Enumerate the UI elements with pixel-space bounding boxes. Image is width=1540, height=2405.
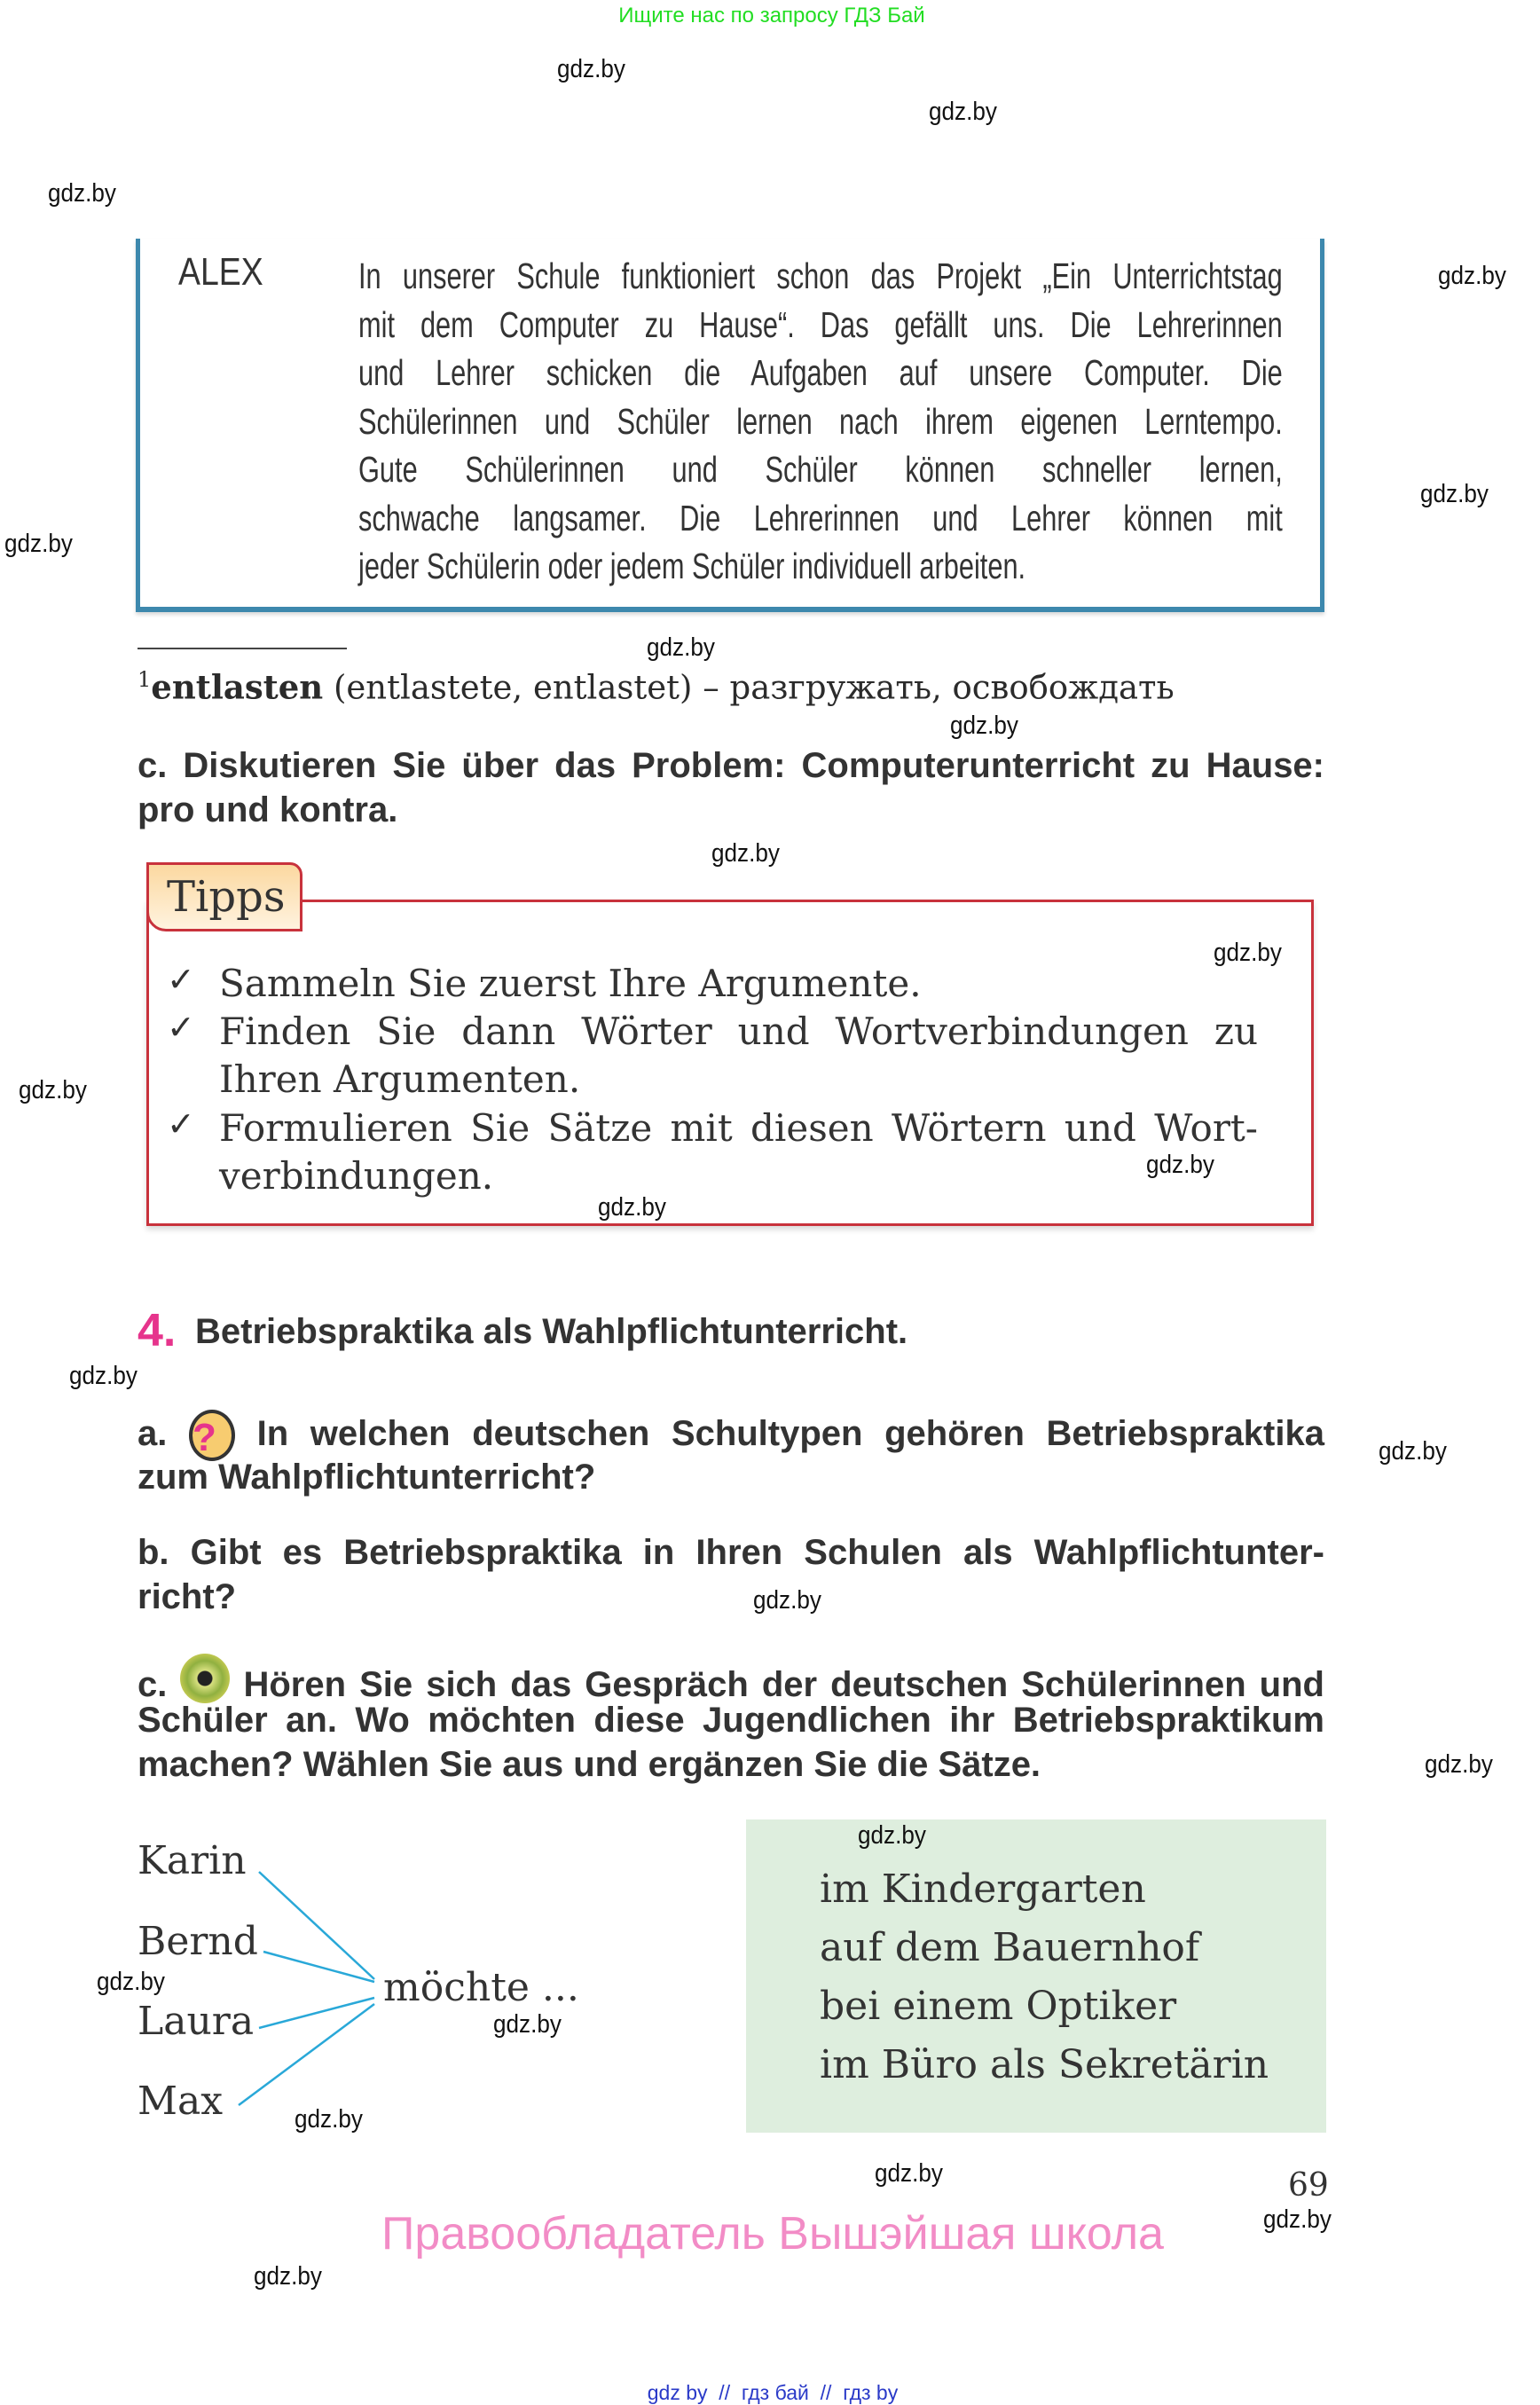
task-c-label: c.	[138, 1665, 168, 1704]
watermark: gdz.by	[598, 1193, 666, 1222]
footnote-translation: (entlastete, entlastet) – разгружать, освобождать	[323, 668, 1175, 707]
watermark: gdz.by	[1379, 1437, 1447, 1466]
connector-line	[259, 1872, 374, 1979]
watermark: gdz.by	[950, 711, 1018, 740]
connector-line	[259, 1998, 374, 2028]
name-max: Max	[138, 2079, 224, 2124]
watermark: gdz.by	[875, 2159, 943, 2188]
name-laura: Laura	[138, 1999, 255, 2044]
watermark: gdz.by	[1420, 480, 1489, 508]
checkmark-icon: ✓	[167, 1104, 195, 1144]
page-number: 69	[1288, 2167, 1329, 2204]
watermark: gdz.by	[1438, 262, 1506, 290]
watermark: gdz.by	[19, 1076, 87, 1104]
watermark: gdz.by	[254, 2262, 322, 2291]
quote-line: In unserer Schule funktioniert schon das Projekt „Ein Unterrichtstag	[358, 255, 1283, 296]
tip-line: Finden Sie dann Wörter und Wortverbindungen zu	[219, 1010, 1258, 1053]
watermark: gdz.by	[295, 2105, 363, 2134]
watermark: gdz.by	[1214, 939, 1282, 967]
quote-line: Schülerinnen und Schüler lernen nach ihrem eigenen Lerntempo.	[358, 401, 1283, 442]
watermark: gdz.by	[4, 530, 73, 558]
exercise-title: Betriebspraktika als Wahlpflichtunterricht.	[195, 1312, 908, 1351]
watermark: gdz.by	[711, 839, 780, 868]
watermark: gdz.by	[1425, 1750, 1493, 1779]
option-item: auf dem Bauernhof	[820, 1925, 1200, 1970]
copyright-notice: Правообладатель Вышэйшая школа	[381, 2208, 1164, 2260]
verb-moechte: möchte ...	[383, 1965, 579, 2010]
option-item: im Kindergarten	[820, 1867, 1146, 1912]
watermark: gdz.by	[48, 179, 116, 208]
task-b-line: richt?	[138, 1577, 237, 1616]
task-c-line: Schüler an. Wo möchten diese Jugendlichen ihr Betriebspraktikum	[138, 1701, 1324, 1740]
quote-line: Gute Schülerinnen und Schüler können schneller lernen,	[358, 449, 1283, 490]
tip-line: Sammeln Sie zuerst Ihre Argumente.	[219, 962, 922, 1005]
quote-line: jeder Schülerin oder jedem Schüler individuell arbeiten.	[358, 546, 1026, 586]
quote-line: mit dem Computer zu Hause“. Das gefällt uns. Die Lehrerinnen	[358, 304, 1283, 345]
question-icon: ?	[189, 1410, 235, 1461]
task-a-line: zum Wahlpflichtunterricht?	[138, 1458, 596, 1497]
watermark: gdz.by	[97, 1968, 165, 1996]
task-a-label: a.	[138, 1414, 168, 1453]
connector-line	[239, 2004, 374, 2105]
connector-line	[263, 1952, 374, 1982]
tips-title: Tipps	[146, 862, 302, 931]
task-b-line: b. Gibt es Betriebspraktika in Ihren Schulen als Wahlpflichtunter-	[138, 1533, 1324, 1572]
task-c-line: c. Diskutieren Sie über das Problem: Computerunterricht zu Hause:	[138, 746, 1324, 785]
watermark: gdz.by	[929, 98, 997, 126]
tip-line: verbindungen.	[219, 1154, 494, 1198]
speaker-name: ALEX	[178, 250, 263, 294]
quote-line: schwache langsamer. Die Lehrerinnen und Lehrer können mit	[358, 498, 1283, 538]
quote-line: und Lehrer schicken die Aufgaben auf unsere Computer. Die	[358, 352, 1283, 393]
watermark: gdz.by	[753, 1586, 821, 1615]
checkmark-icon: ✓	[167, 960, 195, 999]
name-karin: Karin	[138, 1838, 247, 1883]
watermark: gdz.by	[1146, 1151, 1214, 1179]
name-bernd: Bernd	[138, 1919, 258, 1964]
task-a-text: In welchen deutschen Schultypen gehören Betriebspraktika	[256, 1414, 1324, 1453]
tip-line: Ihren Argumenten.	[219, 1057, 581, 1101]
option-item: bei einem Optiker	[820, 1984, 1177, 2029]
watermark: gdz.by	[1263, 2205, 1332, 2234]
option-item: im Büro als Sekretärin	[820, 2042, 1269, 2087]
watermark: gdz.by	[557, 55, 625, 83]
checkmark-icon: ✓	[167, 1008, 195, 1047]
exercise-number: 4.	[138, 1305, 177, 1356]
task-c-line: machen? Wählen Sie aus und ergänzen Sie die Sätze.	[138, 1745, 1041, 1784]
search-banner: Ищите нас по запросу ГДЗ Бай	[618, 4, 925, 28]
tip-line: Formulieren Sie Sätze mit diesen Wörtern und Wort-	[219, 1106, 1258, 1150]
watermark: gdz.by	[69, 1362, 138, 1390]
task-c-text: Hören Sie sich das Gespräch der deutschen Schülerinnen und	[243, 1665, 1324, 1704]
watermark: gdz.by	[858, 1821, 926, 1850]
footer-links[interactable]: gdz by // гдз бай // гдз by	[647, 2381, 899, 2404]
footnote-word: entlasten	[151, 667, 324, 707]
footnote-marker: 1	[138, 667, 152, 692]
task-c-line: pro und kontra.	[138, 790, 398, 829]
watermark: gdz.by	[493, 2010, 562, 2039]
watermark: gdz.by	[647, 633, 715, 662]
